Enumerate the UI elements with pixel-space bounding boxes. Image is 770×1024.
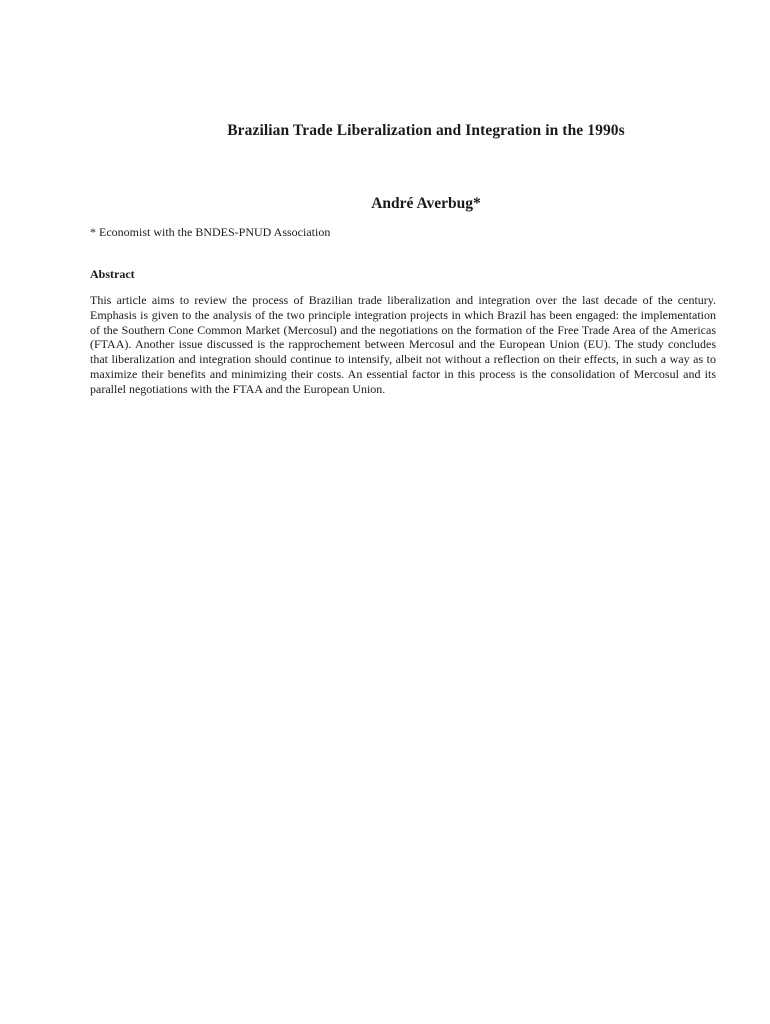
paper-title: Brazilian Trade Liberalization and Integration in the 1990s xyxy=(227,122,625,139)
abstract-body: This article aims to review the process of Brazilian trade liberalization and integration over the last decade of the century. Emphasis is given to the analysis of the two principle integration projects in which Brazil has been engaged: the implementation of the Southern Cone Common Market (Mercosul) and the negotiations on the formation of the Free Trade Area of the Americas (FTAA). Another issue discussed is the rapprochement between Mercosul and the European Union (EU). The study concludes that liberalization and integration should continue to intensify, albeit not without a reflection on their effects, in such a way as to maximize their benefits and minimizing their costs. An essential factor in this process is the consolidation of Mercosul and its parallel negotiations with the FTAA and the European Union. xyxy=(90,293,716,396)
author-name: André Averbug* xyxy=(371,195,481,212)
author-affiliation-footnote: * Economist with the BNDES-PNUD Association xyxy=(90,225,331,239)
abstract-heading: Abstract xyxy=(90,267,135,281)
